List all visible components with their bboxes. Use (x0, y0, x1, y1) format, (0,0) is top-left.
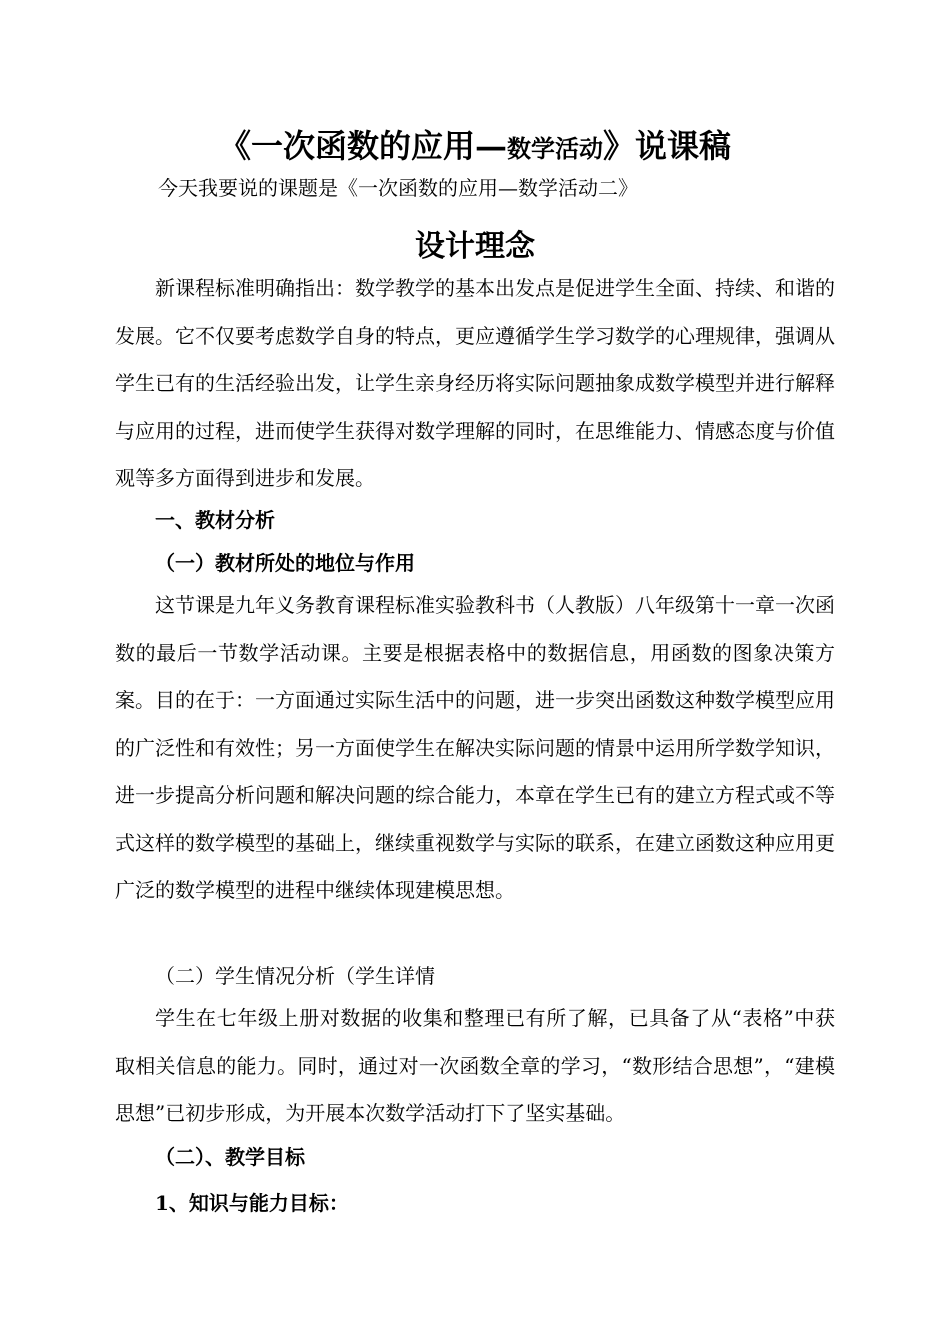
title-small-part: 数学活动 (507, 134, 603, 163)
title-part-1: 《一次函数的应用— (218, 127, 507, 165)
goals-heading-block (115, 1134, 835, 1182)
students-paragraph-block (115, 995, 835, 1138)
lesson-topic-line: 今天我要说的课题是《一次函数的应用—数学活动二》 (158, 176, 638, 200)
document-title (0, 120, 950, 172)
students-heading-block (115, 953, 835, 1001)
student-analysis-paragraph: 学生在七年级上册对数据的收集和整理已有所了解，已具备了从“表格”中获取相关信息的能力。同时，通过对一次函数全章的学习，“数形结合思想”，“建模思想”已初步形成，为开展本次数学活动打下了坚实基础。 (115, 1006, 835, 1125)
position-paragraph-block (115, 582, 835, 915)
student-analysis-heading: （二）学生情况分析（学生详情 (155, 964, 435, 988)
title-part-2: 》说课稿 (603, 127, 732, 165)
analysis-section-block (115, 497, 835, 545)
design-concept-heading: 设计理念 (415, 229, 535, 264)
textbook-position-heading: （一）教材所处的地位与作用 (155, 551, 415, 575)
knowledge-heading-block (115, 1180, 835, 1228)
teaching-goals-heading: （二）、教学目标 (155, 1145, 305, 1169)
design-concept-paragraph: 新课程标准明确指出：数学教学的基本出发点是促进学生全面、持续、和谐的发展。它不仅要考虑数学自身的特点，更应遵循学生学习数学的心理规律，强调从学生已有的生活经验出发，让学生亲身经历将实际问题抽象成数学模型并进行解释与应用的过程，进而使学生获得对数学理解的同时，在思维能力、情感态度与价值观等多方面得到进步和发展。 (115, 276, 835, 490)
textbook-analysis-heading: 一、教材分析 (155, 508, 275, 532)
knowledge-ability-goal-heading: 1、知识与能力目标： (155, 1191, 349, 1215)
textbook-position-paragraph: 这节课是九年义务教育课程标准实验教科书（人教版）八年级第十一章一次函数的最后一节数学活动课。主要是根据表格中的数据信息，用函数的图象决策方案。目的在于：一方面通过实际生活中的问题，进一步突出函数这种数学模型应用的广泛性和有效性；另一方面使学生在解决实际问题的情景中运用所学数学知识，进一步提高分析问题和解决问题的综合能力，本章在学生已有的建立方程式或不等式这样的数学模型的基础上，继续重视数学与实际的联系，在建立函数这种应用更广泛的数学模型的进程中继续体现建模思想。 (115, 593, 835, 902)
position-heading-block (115, 540, 835, 588)
design-concept-paragraph-block (115, 265, 835, 503)
